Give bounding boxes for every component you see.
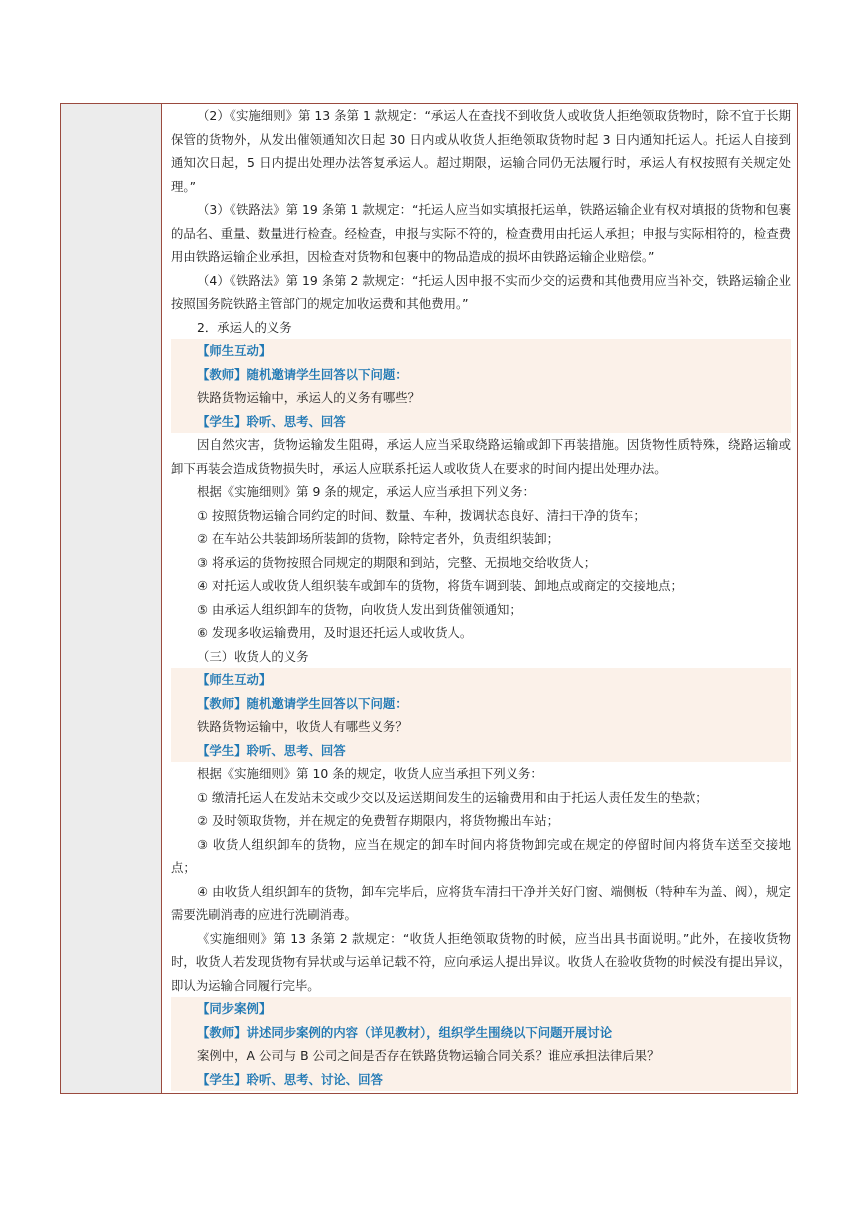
lesson-table (60, 103, 798, 1094)
highlight-line: 【教师】随机邀请学生回答以下问题： (171, 692, 791, 716)
paragraph: ④ 对托运人或收货人组织装车或卸车的货物，将货车调到装、卸地点或商定的交接地点； (197, 578, 683, 593)
paragraph: ② 在车站公共装卸场所装卸的货物，除特定者外，负责组织装卸； (197, 531, 559, 546)
paragraph: ① 按照货物运输合同约定的时间、数量、车种，拨调状态良好、清扫干净的货车； (197, 507, 646, 523)
paragraph: 因自然灾害，货物运输发生阻碍，承运人应当采取绕路运输或卸下再装措施。因货物性质特殊，绕路运输或卸下再装会造成货物损失时，承运人应联系托运人或收货人在要求的时间内提出处理办法。 (171, 437, 791, 476)
highlight-line: 【学生】聆听、思考、回答 (171, 739, 791, 763)
highlight-line: 【学生】聆听、思考、讨论、回答 (171, 1068, 791, 1092)
paragraph: 根据《实施细则》第 9 条的规定，承运人应当承担下列义务： (197, 484, 535, 499)
paragraph: ② 及时领取货物，并在规定的免费暂存期限内，将货物搬出车站； (197, 813, 559, 828)
paragraph: 2．承运人的义务 (197, 319, 292, 335)
paragraph: ① 缴清托运人在发站未交或少交以及运送期间发生的运输费用和由于托运人责任发生的垫款； (197, 789, 708, 805)
paragraph: 铁路货物运输中，收货人有哪些义务？ (171, 715, 791, 739)
paragraph: 铁路货物运输中，承运人的义务有哪些？ (171, 386, 791, 410)
paragraph: 案例中，A 公司与 B 公司之间是否存在铁路货物运输合同关系？谁应承担法律后果？ (171, 1044, 791, 1068)
highlight-line: 【教师】讲述同步案例的内容（详见教材），组织学生围绕以下问题开展讨论 (171, 1021, 791, 1045)
paragraph: ⑤ 由承运人组织卸车的货物，向收货人发出到货催领通知； (197, 601, 522, 617)
paragraph: ③ 将承运的货物按照合同规定的期限和到站，完整、无损地交给收货人； (197, 554, 597, 570)
highlight-line: 【师生互动】 (171, 339, 791, 363)
paragraph: （4）《铁路法》第 19 条第 2 款规定：“托运人因申报不实而少交的运费和其他费用应当补交，铁路运输企业按照国务院铁路主管部门的规定加收运费和其他费用。” (171, 272, 791, 311)
paragraph: ③ 收货人组织卸车的货物，应当在规定的卸车时间内将货物卸完或在规定的停留时间内将货车送至交接地点； (171, 836, 791, 875)
paragraph: （2）《实施细则》第 13 条第 1 款规定：“承运人在查找不到收货人或收货人拒绝领取货物时，除不宜于长期保管的货物外，从发出催领通知次日起 30 日内或从收货人拒绝领取货物时起 3 日内通知托运人。托运人自接到通知次日起，5 日内提出处理办法答复承运人。超过期限，运输合同仍无法履行时，承运人有权按照有关规定处理。” (171, 108, 791, 194)
highlight-line: 【师生互动】 (171, 668, 791, 692)
paragraph: （三）收货人的义务 (197, 648, 309, 664)
content-cell (171, 104, 791, 1091)
highlight-line: 【教师】随机邀请学生回答以下问题： (171, 363, 791, 387)
paragraph: ④ 由收货人组织卸车的货物，卸车完毕后，应将货车清扫干净并关好门窗、端侧板（特种车为盖、阀），规定需要洗刷消毒的应进行洗刷消毒。 (171, 883, 791, 922)
paragraph: （3）《铁路法》第 19 条第 1 款规定：“托运人应当如实填报托运单，铁路运输企业有权对填报的货物和包裹的品名、重量、数量进行检查。经检查，申报与实际不符的，检查费用由托运人承担；申报与实际相符的，检查费用由铁路运输企业承担，因检查对货物和包裹中的物品造成的损坏由铁路运输企业赔偿。” (171, 202, 791, 264)
paragraph: 根据《实施细则》第 10 条的规定，收货人应当承担下列义务： (197, 766, 543, 781)
paragraph: ⑥ 发现多收运输费用，及时退还托运人或收货人。 (197, 625, 473, 640)
highlight-line: 【同步案例】 (171, 997, 791, 1021)
label-column (61, 104, 162, 1093)
paragraph: 《实施细则》第 13 条第 2 款规定：“收货人拒绝领取货物的时候，应当出具书面说明。”此外，在接收货物时，收货人若发现货物有异状或与运单记载不符，应向承运人提出异议。收货人在验收货物的时候没有提出异议，即认为运输合同履行完毕。 (171, 930, 791, 993)
highlight-line: 【学生】聆听、思考、回答 (171, 410, 791, 434)
